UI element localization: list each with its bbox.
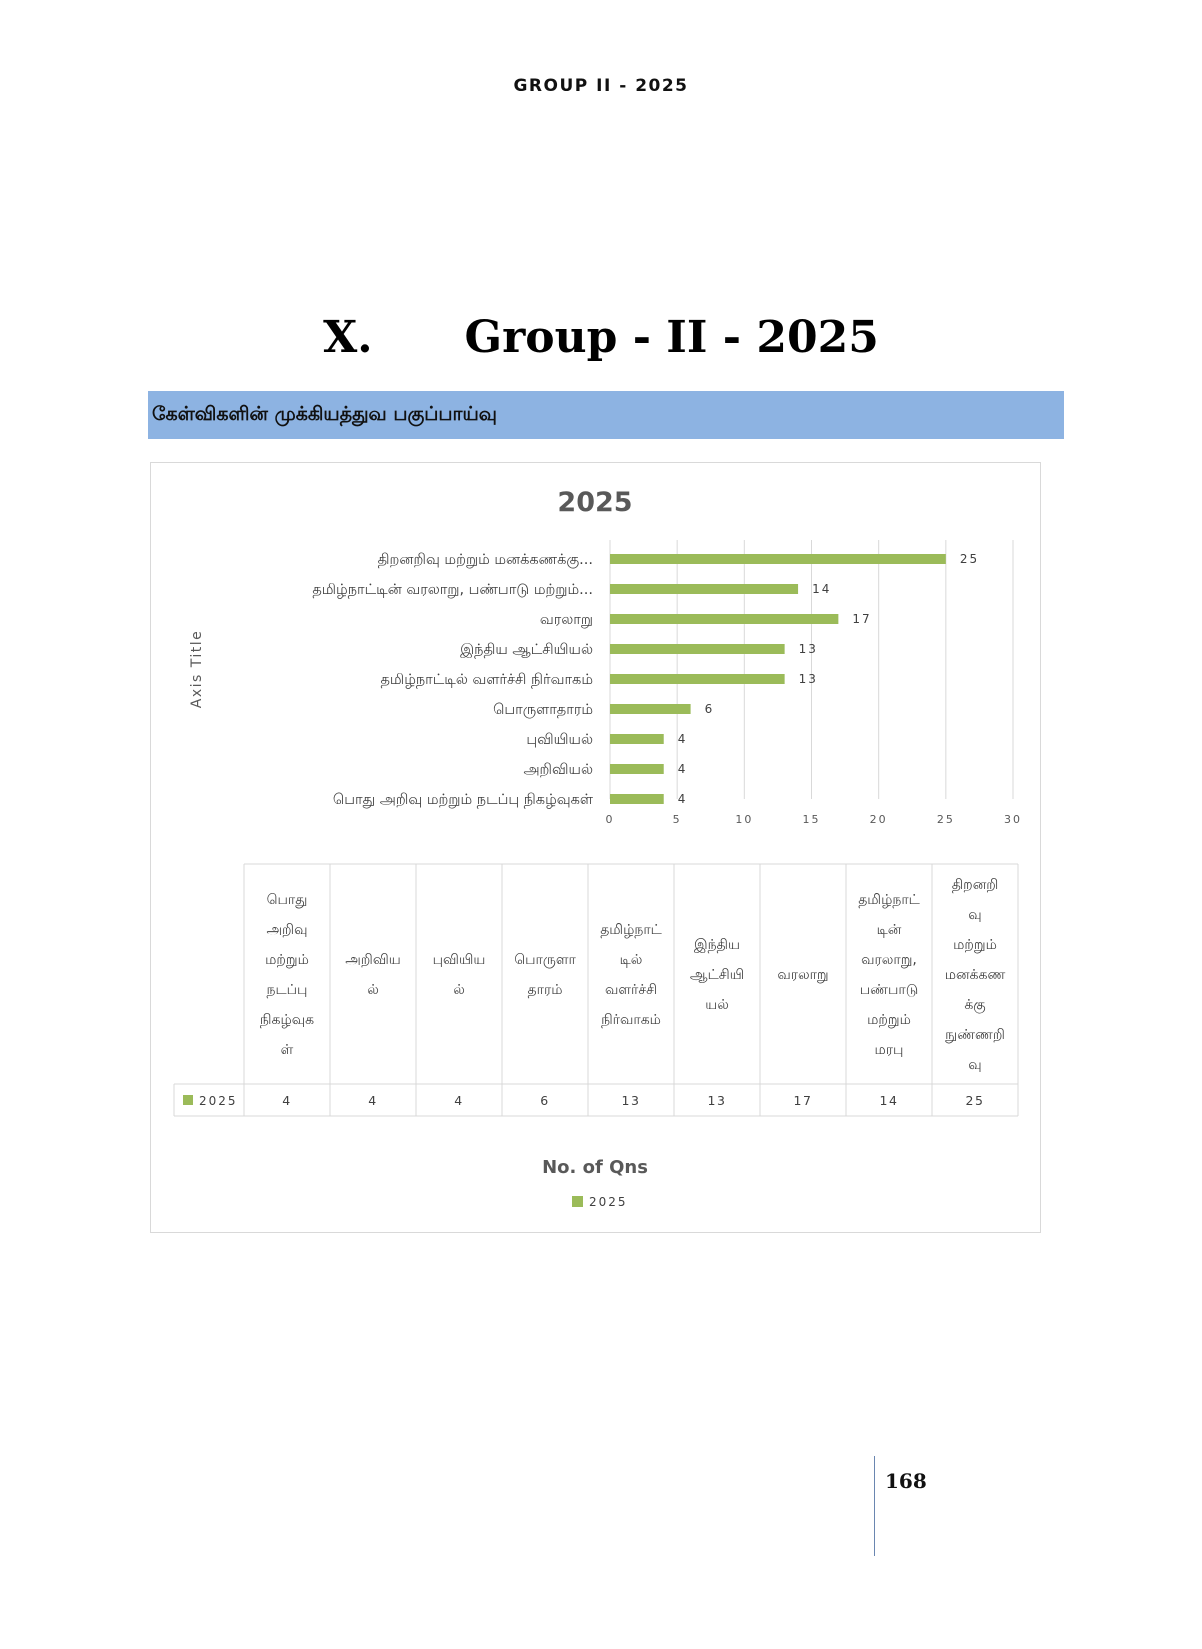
section-heading: கேள்விகளின் முக்கியத்துவ பகுப்பாய்வு (152, 402, 497, 425)
table-header-label: வரலாறு, (861, 952, 917, 968)
x-tick-label: 15 (802, 813, 821, 826)
table-header-label: மற்றும் (953, 937, 997, 953)
x-tick-label: 20 (869, 813, 888, 826)
section-heading-band (148, 391, 1064, 439)
table-row-label: 2025 (199, 1094, 238, 1108)
y-axis-title: Axis Title (189, 629, 205, 709)
table-value: 13 (707, 1093, 727, 1108)
running-header: GROUP II - 2025 (513, 76, 689, 96)
bar (610, 614, 838, 624)
table-legend-key (183, 1095, 193, 1105)
table-header-label: தமிழ்நாட் (858, 892, 920, 908)
table-header-label: க்கு (964, 997, 986, 1013)
table-header-label: பண்பாடு (859, 982, 919, 998)
category-label: வரலாறு (539, 612, 593, 628)
table-header-label: தமிழ்நாட் (600, 922, 662, 938)
category-label: அறிவியல் (523, 762, 593, 778)
legend-swatch (572, 1196, 583, 1207)
table-header-label: யல் (705, 997, 729, 1013)
data-label: 13 (798, 642, 818, 656)
data-label: 6 (704, 702, 715, 716)
table-header-label: நிர்வாகம் (601, 1012, 661, 1028)
data-label: 4 (677, 762, 688, 776)
table-header-label: மற்றும் (867, 1012, 911, 1028)
table-value: 17 (793, 1093, 813, 1108)
legend-label: 2025 (589, 1195, 628, 1209)
table-header-label: வரலாறு (777, 967, 829, 983)
category-label: புவியியல் (526, 732, 593, 748)
chart-frame (150, 462, 1041, 1233)
x-tick-label: 5 (672, 813, 682, 826)
table-value: 13 (621, 1093, 641, 1108)
bar (610, 704, 691, 714)
data-label: 14 (812, 582, 832, 596)
table-value: 6 (540, 1093, 550, 1108)
table-header-label: அறிவிய (345, 952, 401, 968)
table-header-label: மனக்கண (944, 967, 1006, 983)
bar (610, 734, 664, 744)
bar (610, 644, 785, 654)
table-header-label: மரபு (874, 1042, 904, 1058)
table-value: 14 (879, 1093, 899, 1108)
bar (610, 584, 798, 594)
bar (610, 764, 664, 774)
category-label: பொது அறிவு மற்றும் நடப்பு நிகழ்வுகள் (332, 792, 593, 808)
table-header-label: புவியிய (432, 952, 486, 968)
chapter-title: X. Group - II - 2025 (323, 312, 879, 363)
data-label: 25 (959, 552, 980, 566)
table-header-label: மற்றும் (265, 952, 309, 968)
bar (610, 794, 664, 804)
table-header-label: இந்திய (693, 937, 741, 953)
table-header-label: பொது (266, 892, 308, 908)
table-header-label: வு (968, 1057, 982, 1073)
table-header-label: டின் (876, 922, 902, 938)
table-header-label: ள் (280, 1042, 294, 1058)
data-label: 13 (798, 672, 818, 686)
table-header-label: தாரம் (527, 982, 563, 998)
table-header-label: நடப்பு (266, 982, 308, 998)
page-number-rule (874, 1456, 875, 1556)
page-number: 168 (885, 1469, 927, 1493)
table-header-label: வளர்ச்சி (604, 982, 658, 998)
chart-title: 2025 (557, 487, 633, 518)
table-header-label: வு (968, 907, 982, 923)
data-label: 17 (852, 612, 872, 626)
x-tick-label: 0 (605, 813, 615, 826)
table-header-label: நுண்ணறி (945, 1027, 1005, 1043)
table-header-label: டில் (619, 952, 643, 968)
table-value: 4 (454, 1093, 464, 1108)
table-header-label: பொருளா (514, 952, 576, 968)
data-label: 4 (677, 792, 688, 806)
table-header-label: அறிவு (266, 922, 308, 938)
table-value: 4 (282, 1093, 292, 1108)
table-header-label: ல் (453, 982, 465, 998)
x-axis-title: No. of Qns (542, 1157, 648, 1178)
x-tick-label: 25 (936, 813, 955, 826)
category-label: தமிழ்நாட்டில் வளர்ச்சி நிர்வாகம் (380, 672, 593, 688)
table-header-label: ஆட்சியி (689, 967, 745, 983)
table-header-label: நிகழ்வுக (259, 1012, 315, 1028)
bar-chart (151, 463, 1040, 1232)
table-header-label: ல் (367, 982, 379, 998)
category-label: திறனறிவு மற்றும் மனக்கணக்கு... (377, 552, 593, 568)
category-label: தமிழ்நாட்டின் வரலாறு, பண்பாடு மற்றும்... (312, 582, 593, 598)
category-label: இந்திய ஆட்சியியல் (460, 642, 593, 658)
bar (610, 674, 785, 684)
category-label: பொருளாதாரம் (493, 702, 593, 718)
x-tick-label: 10 (735, 813, 754, 826)
table-value: 25 (965, 1093, 985, 1108)
x-tick-label: 30 (1004, 813, 1022, 826)
data-label: 4 (677, 732, 688, 746)
table-header-label: திறனறி (951, 877, 999, 893)
bar (610, 554, 946, 564)
table-value: 4 (368, 1093, 378, 1108)
